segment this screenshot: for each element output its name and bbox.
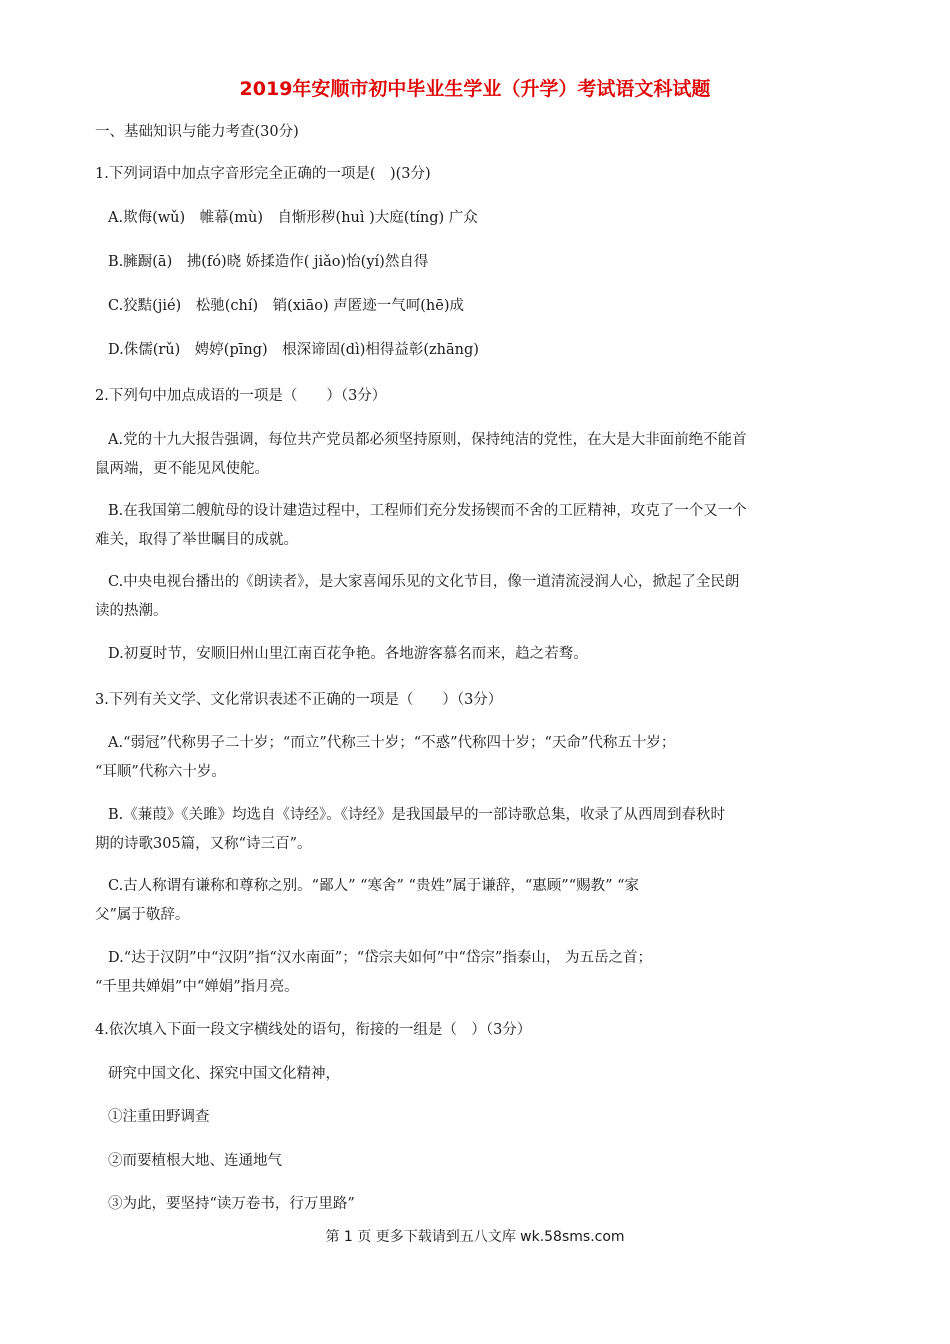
question-2-option-b-line1: B.在我国第二艘航母的设计建造过程中，工程师们充分发扬锲而不舍的工匠精神，攻克了一个又一个 xyxy=(108,503,747,519)
question-2-option-b-line2: 难关，取得了举世瞩目的成就。 xyxy=(95,532,298,548)
question-2-option-c-line2: 读的热潮。 xyxy=(95,603,168,619)
question-3-option-a-line2: “耳顺”代称六十岁。 xyxy=(95,764,226,780)
question-4-item-1: ①注重田野调查 xyxy=(108,1109,210,1125)
question-4-item-3: ③为此，要坚持“读万卷书，行万里路” xyxy=(108,1196,355,1212)
question-4-item-2: ②而要植根大地、连通地气 xyxy=(108,1153,282,1169)
question-3-option-b-line1: B.《蒹葭》《关雎》均选自《诗经》。《诗经》是我国最早的一部诗歌总集，收录了从西周到春秋时 xyxy=(108,807,726,823)
question-1-option-a: A.欺侮(wǔ) 帷幕(mù) 自惭形秽(huì )大庭(tíng) 广众 xyxy=(108,210,478,226)
question-3-option-a-line1: A.“弱冠”代称男子二十岁；“而立”代称三十岁；“不惑”代称四十岁；“天命”代称五十岁； xyxy=(108,735,676,751)
question-3-option-d-line1: D.“达于汉阴”中“汉阴”指“汉水南面”；“岱宗夫如何”中“岱宗”指泰山， 为五岳之首； xyxy=(108,950,652,966)
question-4-lead: 研究中国文化、探究中国文化精神， xyxy=(108,1066,340,1082)
question-3-option-d-line2: “千里共婵娟”中“婵娟”指月亮。 xyxy=(95,979,299,995)
question-4-stem: 4.依次填入下面一段文字横线处的语句，衔接的一组是（ ）（3分） xyxy=(95,1022,532,1038)
page-footer: 第 1 页 更多下载请到五八文库 wk.58sms.com xyxy=(325,1229,625,1245)
question-2-option-a-line2: 鼠两端，更不能见风使舵。 xyxy=(95,461,269,477)
question-3-option-b-line2: 期的诗歌305篇，又称“诗三百”。 xyxy=(95,836,312,852)
question-2-option-c-line1: C.中央电视台播出的《朗读者》，是大家喜闻乐见的文化节目，像一道清流浸润人心，掀起了全民朗 xyxy=(108,574,740,590)
question-2-option-a-line1: A.党的十九大报告强调，每位共产党员都必须坚持原则，保持纯洁的党性，在大是大非面前绝不能首 xyxy=(108,432,747,448)
question-1-stem: 1.下列词语中加点字音形完全正确的一项是( )(3分) xyxy=(95,166,431,182)
question-3-option-c-line2: 父”属于敬辞。 xyxy=(95,907,190,923)
question-3-option-c-line1: C.古人称谓有谦称和尊称之别。“鄙人” “寒舍” “贵姓”属于谦辞，“惠顾”“赐教” “家 xyxy=(108,878,640,894)
page-title: 2019年安顺市初中毕业生学业（升学）考试语文科试题 xyxy=(239,78,711,100)
section-heading: 一、基础知识与能力考查(30分) xyxy=(95,124,299,140)
question-1-option-b: B.臃蹰(ā) 拂(fó)晓 娇揉造作( jiǎo)怡(yí)然自得 xyxy=(108,254,429,270)
question-1-option-d: D.侏儒(rǔ) 娉婷(pīng) 根深谛固(dì)相得益彰(zhāng) xyxy=(108,342,479,358)
question-2-stem: 2.下列句中加点成语的一项是（ ）（3分） xyxy=(95,388,387,404)
question-3-stem: 3.下列有关文学、文化常识表述不正确的一项是（ ）（3分） xyxy=(95,692,503,708)
question-1-option-c: C.狡黠(jié) 松驰(chí) 销(xiāo) 声匿迹一气呵(hē)成 xyxy=(108,298,464,314)
question-2-option-d: D.初夏时节，安顺旧州山里江南百花争艳。各地游客慕名而来，趋之若骛。 xyxy=(108,646,588,662)
